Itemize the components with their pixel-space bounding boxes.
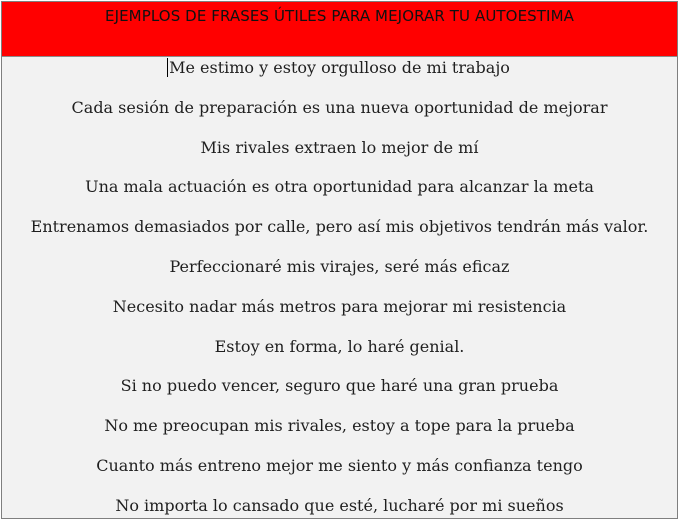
- text-cursor: [167, 58, 168, 77]
- table-row[interactable]: Perfeccionaré mis virajes, seré más eficaz: [169, 256, 510, 276]
- table-row[interactable]: Cada sesión de preparación es una nueva oportunidad de mejorar: [71, 97, 608, 117]
- table-row[interactable]: Cuanto más entreno mejor me siento y más confianza tengo: [96, 455, 583, 475]
- table-row[interactable]: Entrenamos demasiados por calle, pero así mis objetivos tendrán más valor.: [30, 217, 649, 237]
- table-row[interactable]: No me preocupan mis rivales, estoy a tope para la prueba: [104, 416, 575, 436]
- table-row[interactable]: Si no puedo vencer, seguro que haré una gran prueba: [120, 376, 559, 396]
- table-row[interactable]: Me estimo y estoy orgulloso de mi trabajo: [169, 58, 510, 77]
- table-row[interactable]: Mis rivales extraen lo mejor de mí: [200, 137, 479, 157]
- table-row[interactable]: Una mala actuación es otra oportunidad para alcanzar la meta: [85, 177, 594, 197]
- table-row[interactable]: Estoy en forma, lo haré genial.: [214, 336, 465, 356]
- table-body: [2, 57, 677, 519]
- table-row[interactable]: Necesito nadar más metros para mejorar mi resistencia: [112, 296, 567, 316]
- table-row[interactable]: No importa lo cansado que esté, lucharé por mi sueños: [115, 495, 564, 515]
- phrases-table: [1, 1, 678, 519]
- table-header: EJEMPLOS DE FRASES ÚTILES PARA MEJORAR TU AUTOESTIMA: [2, 2, 677, 57]
